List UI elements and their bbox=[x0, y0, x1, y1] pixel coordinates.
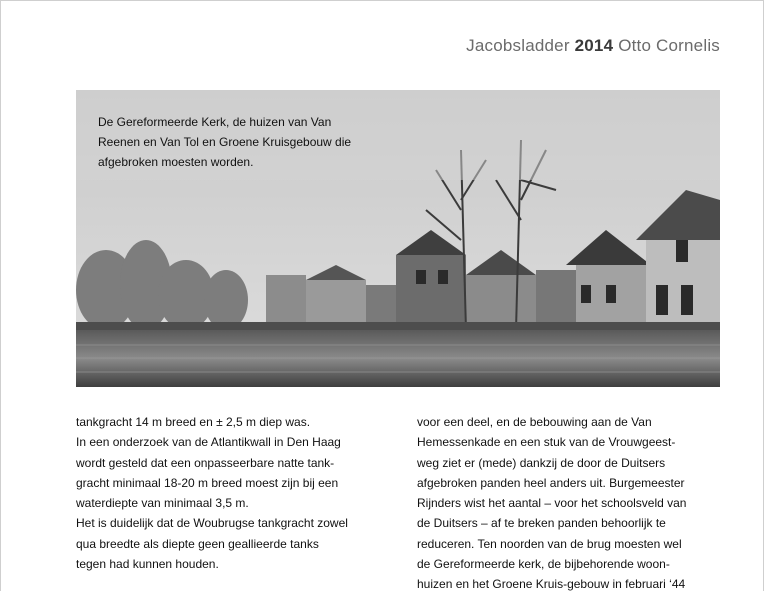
right-text-column bbox=[417, 412, 722, 595]
text-line: qua breedte als diepte geen geallieerde tanks bbox=[76, 536, 319, 551]
text-line: afgebroken panden heel anders uit. Burgemeester bbox=[417, 475, 685, 490]
text-line: de Duitsers – af te breken panden behoorlijk te bbox=[417, 516, 666, 531]
caption-line: afgebroken moesten worden. bbox=[98, 155, 254, 169]
text-line: waterdiepte van minimaal 3,5 m. bbox=[76, 496, 249, 511]
text-line: Hemessenkade en een stuk van de Vrouwgeest- bbox=[417, 435, 676, 450]
text-line: In een onderzoek van de Atlantikwall in Den Haag bbox=[76, 435, 341, 450]
text-line: huizen en het Groene Kruis-gebouw in februari ‘44 bbox=[417, 577, 686, 592]
page-header bbox=[466, 36, 720, 56]
photo-caption bbox=[98, 112, 388, 172]
caption-line: De Gereformeerde Kerk, de huizen van Van bbox=[98, 115, 332, 129]
text-line: tegen had kunnen houden. bbox=[76, 557, 219, 572]
text-line: de Gereformeerde kerk, de bijbehorende woon- bbox=[417, 557, 670, 572]
text-line: tankgracht 14 m breed en ± 2,5 m diep was. bbox=[76, 415, 311, 429]
left-text-column bbox=[76, 412, 376, 574]
text-line: Het is duidelijk dat de Woubrugse tankgracht zowel bbox=[76, 516, 348, 531]
header-title: Jacobsladder bbox=[466, 36, 570, 55]
header-author: Otto Cornelis bbox=[618, 36, 720, 55]
text-line: voor een deel, en de bebouwing aan de Van bbox=[417, 415, 652, 429]
text-line: wordt gesteld dat een onpasseerbare natte tank- bbox=[76, 455, 335, 470]
text-line: gracht minimaal 18-20 m breed moest zijn bij een bbox=[76, 475, 339, 490]
caption-line: Reenen en Van Tol en Groene Kruisgebouw die bbox=[98, 135, 352, 149]
text-line: weg ziet er (mede) dankzij de door de Duitsers bbox=[417, 455, 666, 470]
text-line: reduceren. Ten noorden van de brug moesten wel bbox=[417, 536, 682, 551]
text-line: Rijnders wist het aantal – voor het schoolsveld van bbox=[417, 496, 687, 511]
header-year: 2014 bbox=[574, 36, 614, 55]
